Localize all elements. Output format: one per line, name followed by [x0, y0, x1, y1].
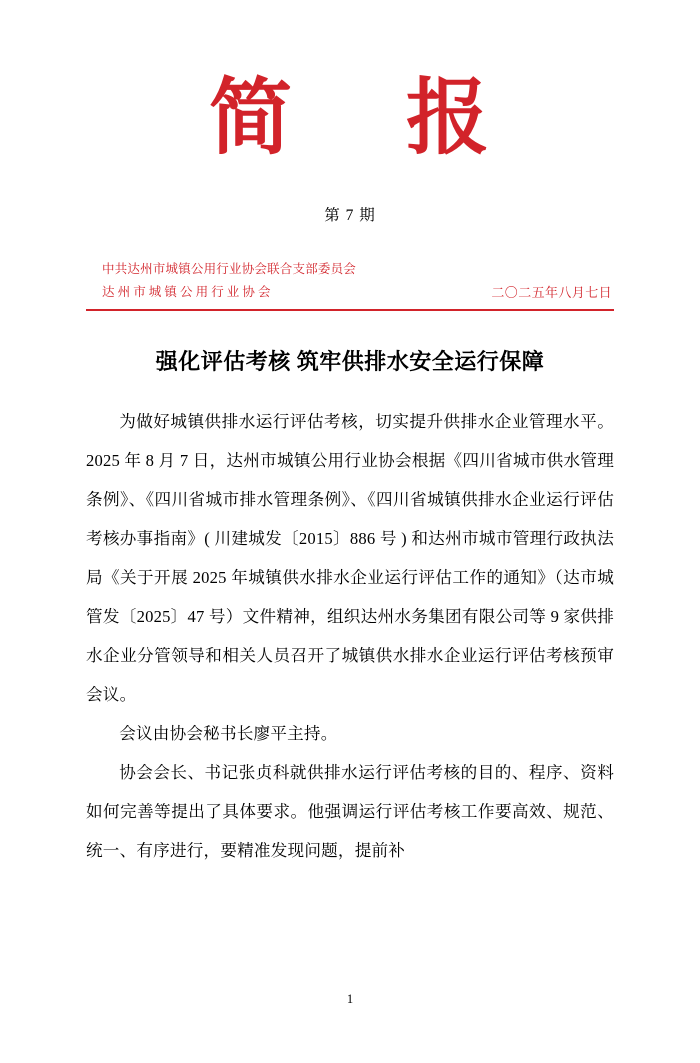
document-page	[0, 68, 700, 1063]
body-paragraph: 为做好城镇供排水运行评估考核，切实提升供排水企业管理水平。2025 年 8 月 7 日，达州市城镇公用行业协会根据《四川省城市供水管理条例》、《四川省城市排水管理条例》、《四川省城镇供排水企业运行评估考核办事指南》( 川建城发〔2015〕886 号 ) 和达州市城市管理行政执法局《关于开展 2025 年城镇供水排水企业运行评估工作的通知》（达市城管发〔2025〕47 号）文件精神，组织达州水务集团有限公司等 9 家供排水企业分管领导和相关人员召开了城镇供水排水企业运行评估考核预审会议。	[86, 412, 614, 705]
issue-number: 第 7 期	[324, 207, 376, 225]
masthead-char-2: 报	[406, 68, 491, 166]
page-number: 1	[346, 992, 354, 1006]
masthead-char-1: 简	[209, 68, 294, 166]
document-header-block	[86, 259, 614, 307]
issuing-org-association: 达州市城镇公用行业协会	[102, 285, 274, 300]
document-body	[86, 402, 614, 870]
body-paragraph: 协会会长、书记张贞科就供排水运行评估考核的目的、程序、资料如何完善等提出了具体要求。他强调运行评估考核工作要高效、规范、统一、有序进行，要精准发现问题，提前补	[86, 763, 614, 861]
document-title: 强化评估考核 筑牢供排水安全运行保障	[155, 349, 545, 375]
header-red-divider	[86, 309, 614, 311]
masthead-title	[86, 68, 614, 166]
issuing-org-party: 中共达州市城镇公用行业协会联合支部委员会	[102, 262, 357, 277]
document-date: 二〇二五年八月七日	[491, 285, 612, 301]
body-paragraph: 会议由协会秘书长廖平主持。	[119, 724, 338, 744]
